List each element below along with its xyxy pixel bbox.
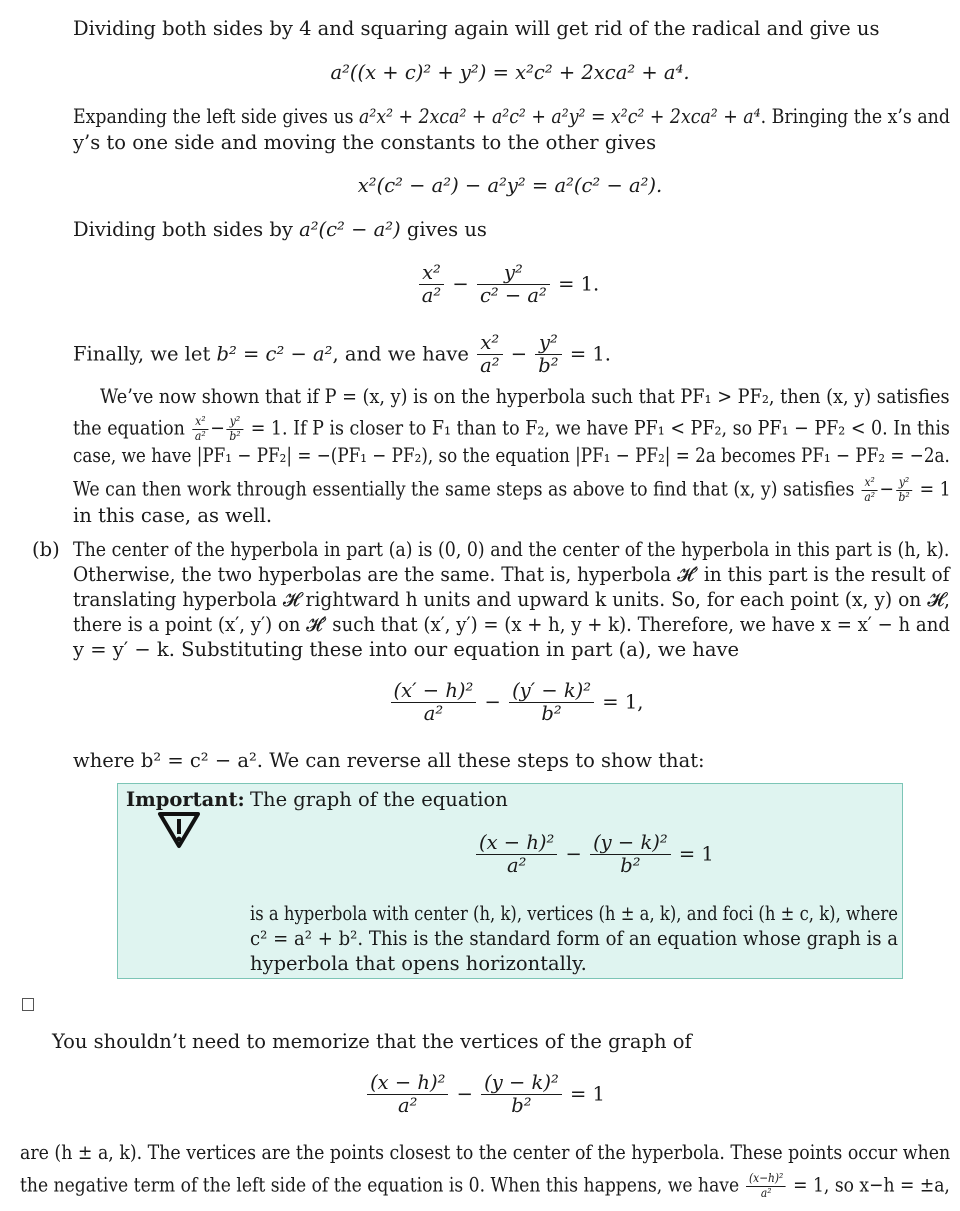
text-prefix: Expanding the left side gives us <box>73 105 354 128</box>
paragraph-vertices-line2 <box>20 1172 950 1201</box>
part-b-line3: translating hyperbola 𝓗 rightward h units and upward k units. So, for each point (x, y) on 𝓗, <box>73 588 950 611</box>
equation-translated: $\frac{\text{(x′ − h)²}}{\text{a²}}$ − $\frac{\text{(y′ − k)²}}{\text{b²}}$ = 1, <box>36 680 960 726</box>
equation-standard-form: $\frac{\text{(x − h)²}}{\text{a²}}$ − $\frac{\text{(y − k)²}}{\text{b²}}$ = 1 <box>5 1072 960 1118</box>
equation-lhs: a²((x + c)² + y²) <box>330 61 487 84</box>
equation-rhs: = 1 <box>678 842 714 866</box>
inline-fraction-x2-a2: $\frac{\text{x²}}{\text{a²}}$ <box>192 415 208 444</box>
fraction-x2-over-a2: $\frac{\text{x²}}{\text{a²}}$ <box>477 332 502 378</box>
part-b-line5: y = y′ − k. Substituting these into our equation in part (a), we have <box>73 638 740 661</box>
part-b-line4: there is a point (x′, y′) on 𝓗′ such that (x′, y′) = (x + h, y + k). Therefore, we have x = x′ − h and <box>73 613 950 636</box>
inline-fraction-y2-b2: $\frac{\text{y²}}{\text{b²}}$ <box>896 476 913 505</box>
inline-fraction-x2-a2: $\frac{\text{x²}}{\text{a²}}$ <box>862 476 878 505</box>
important-line1: is a hyperbola with center (h, k), vertices (h ± a, k), and foci (h ± c, k), where <box>250 902 898 925</box>
part-b-after-equation: where b² = c² − a². We can reverse all these steps to show that: <box>73 749 705 772</box>
fraction-y2-over-b2: $\frac{\text{y²}}{\text{b²}}$ <box>535 332 561 378</box>
paragraph-shown-line3: case, we have |PF₁ − PF₂| = −(PF₁ − PF₂), so the equation |PF₁ − PF₂| = 2a becomes PF₁ − PF₂ = −2a. <box>73 444 950 467</box>
text-suffix: gives us <box>406 218 487 241</box>
text-prefix: the equation <box>73 416 185 440</box>
equation-rhs: = 1, <box>602 690 644 714</box>
math-expansion: a²x² + 2xca² + a²c² + a²y² = x²c² + 2xca² + a⁴ <box>359 105 761 128</box>
paragraph-shown-line4: We can then work through essentially the same steps as above to find that (x, y) satisfies $\frac{\text{x²}}{\text{a²}}$ − $\frac{\text{y²}}{\text{b²}}$ = 1 <box>73 475 951 504</box>
equation-rhs: = 1. <box>558 272 600 296</box>
important-line2: c² = a² + b². This is the standard form of an equation whose graph is a <box>250 927 899 950</box>
fraction-y-k: $\frac{\text{(y − k)²}}{\text{b²}}$ <box>481 1072 562 1118</box>
text-suffix: = 1, so x−h = ±a, <box>793 1173 950 1197</box>
part-b-line1: The center of the hyperbola in part (a) is (0, 0) and the center of the hyperbola in this part is (h, k). <box>73 538 950 561</box>
equation-squared: a²((x + c)² + y²) = x²c² + 2xca² + a⁴. <box>330 61 690 84</box>
paragraph-memorize: You shouldn’t need to memorize that the vertices of the graph of <box>52 1030 692 1053</box>
paragraph-shown-line5: in this case, as well. <box>73 504 273 527</box>
important-equation: $\frac{\text{(x − h)²}}{\text{a²}}$ − $\frac{\text{(y − k)²}}{\text{b²}}$ = 1 <box>474 832 714 878</box>
fraction-x2-over-a2: $\frac{\text{x²}}{\text{a²}}$ <box>419 262 444 308</box>
paragraph-divide-by-4: Dividing both sides by 4 and squaring again will get rid of the radical and give us <box>73 17 880 40</box>
important-line3: hyperbola that opens horizontally. <box>250 952 587 975</box>
paragraph-divide-by-a2 <box>73 217 487 243</box>
end-of-proof-symbol <box>22 998 34 1011</box>
paragraph-expanding-line2: y’s to one side and moving the constants to the other gives <box>73 131 657 154</box>
fraction-yprime: $\frac{\text{(y′ − k)²}}{\text{b²}}$ <box>509 680 594 726</box>
part-b-line2: Otherwise, the two hyperbolas are the same. That is, hyperbola 𝓗′ in this part is the result of <box>73 563 950 586</box>
math-divisor: a²(c² − a²) <box>299 218 401 241</box>
paragraph-expanding <box>73 104 950 130</box>
fraction-xprime: $\frac{\text{(x′ − h)²}}{\text{a²}}$ <box>391 680 477 726</box>
paragraph-finally: Finally, we let b² = c² − a², and we have $\frac{\text{x²}}{\text{a²}}$ − $\frac{\text{y²}}{\text{b²}}$ = 1. <box>73 331 611 378</box>
equation-rhs: x²c² + 2xca² + a⁴. <box>515 61 690 84</box>
equation-rhs: = 1 <box>569 1082 605 1106</box>
fraction-y2-over-c2-a2: $\frac{\text{y²}}{\text{c² − a²}}$ <box>477 262 550 308</box>
text-prefix: Dividing both sides by <box>73 218 293 241</box>
fraction-x-h: $\frac{\text{(x − h)²}}{\text{a²}}$ <box>367 1072 448 1118</box>
inline-fraction-y2-b2: $\frac{\text{y²}}{\text{b²}}$ <box>227 415 244 444</box>
text-prefix: Finally, we let <box>73 342 211 366</box>
important-intro: The graph of the equation <box>250 788 508 811</box>
fraction-x-h: $\frac{\text{(x − h)²}}{\text{a²}}$ <box>476 832 557 878</box>
equation-rearranged: x²(c² − a²) − a²y² = a²(c² − a²). <box>357 174 663 197</box>
math-b-definition: b² = c² − a² <box>216 342 333 366</box>
paragraph-vertices-line1: are (h ± a, k). The vertices are the points closest to the center of the hyperbola. These points occur when <box>20 1141 951 1164</box>
important-label: Important: <box>126 788 245 811</box>
text-prefix: We can then work through essentially the same steps as above to find that (x, y) satisfies <box>73 477 855 501</box>
paragraph-shown-line2: the equation $\frac{\text{x²}}{\text{a²}}$ − $\frac{\text{y²}}{\text{b²}}$ = 1. If P is closer to F₁ than to F₂, we have PF₁ < PF₂, so PF₁ − PF₂ < 0. In this <box>73 414 950 443</box>
inline-fraction-x-h: $\frac{\text{(x−h)²}}{\text{a²}}$ <box>746 1172 786 1201</box>
text-suffix: = 1 <box>919 477 951 501</box>
equation-normalized <box>28 262 960 308</box>
text-suffix: . Bringing the x’s and <box>760 105 950 128</box>
text-mid: , and we have <box>332 342 469 366</box>
text-suffix: = 1. If P is closer to F₁ than to F₂, we have PF₁ < PF₂, so PF₁ − PF₂ < 0. In this <box>250 416 950 440</box>
important-callout <box>117 783 903 979</box>
paragraph-shown-line1: We’ve now shown that if P = (x, y) is on the hyperbola such that PF₁ > PF₂, then (x, y) satisfies <box>100 385 950 408</box>
part-b-label: (b) <box>32 538 60 561</box>
warning-icon <box>156 810 202 850</box>
text-prefix: the negative term of the left side of the equation is 0. When this happens, we have <box>20 1173 740 1197</box>
minus-sign: − <box>452 272 469 296</box>
fraction-y-k: $\frac{\text{(y − k)²}}{\text{b²}}$ <box>590 832 671 878</box>
equation-rhs: = 1. <box>569 342 611 366</box>
